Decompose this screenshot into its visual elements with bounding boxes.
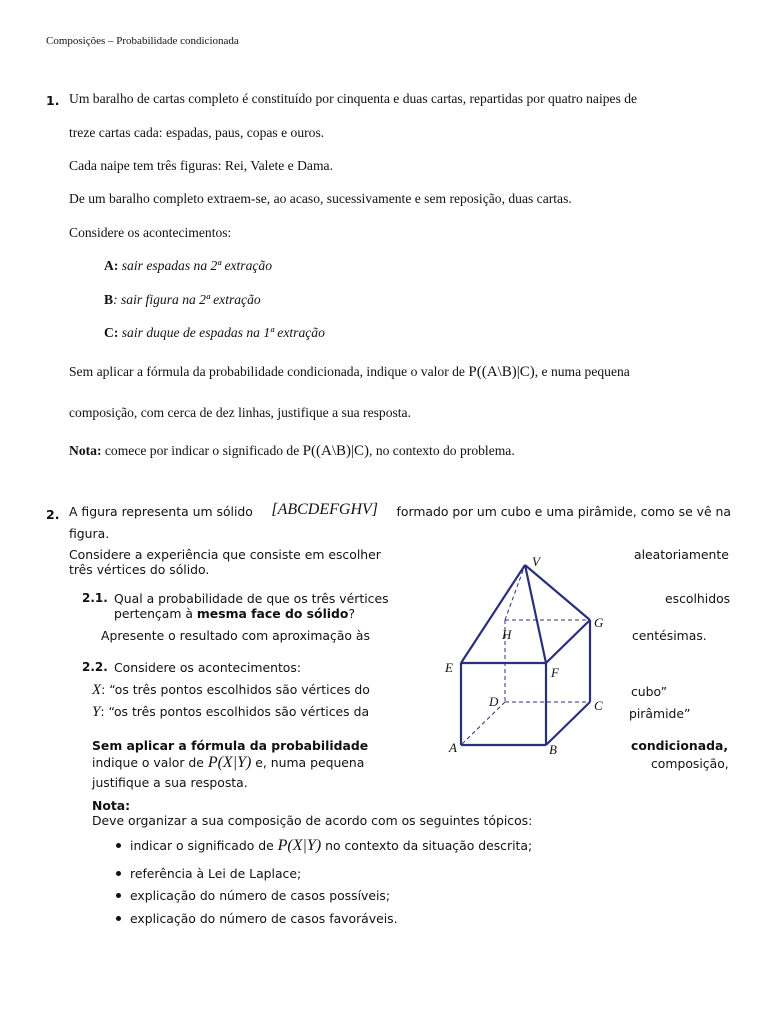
q2-intro-line (69, 501, 731, 519)
event-x-var: X (92, 682, 102, 698)
bullet-3-text: explicação do número de casos possíveis; (130, 888, 391, 903)
vertex-label-f: F (551, 665, 559, 680)
event-a (104, 258, 272, 274)
s1-line-2-c: ? (348, 606, 356, 621)
q1-note-label: Nota: (69, 443, 102, 458)
bold-instruction-right: condicionada, (631, 738, 729, 753)
q2-exp-right: aleatoriamente (634, 547, 729, 562)
event-c-text: sair duque de espadas na 1ª extração (121, 325, 325, 340)
q2-note-label: Nota: (92, 798, 131, 813)
event-a-label: A: (104, 258, 119, 273)
event-a-text: sair espadas na 2ª extração (121, 258, 273, 273)
event-y (92, 704, 369, 721)
bullet-dot-icon (116, 871, 121, 876)
q1-line-5: Considere os acontecimentos: (69, 225, 232, 240)
event-b-label: B (104, 292, 114, 307)
q1-question-text-b: , e numa pequena (534, 364, 630, 379)
q1-line-4: De um baralho completo extraem-se, ao acaso, sucessivamente e sem reposição, duas cartas. (69, 191, 572, 206)
q2-intro-b: formado por um cubo e uma pirâmide, como se vê na (396, 504, 731, 519)
bullet-item-4 (116, 911, 398, 926)
q1-question-line-2: composição, com cerca de dez linhas, justifique a sua resposta. (69, 405, 411, 420)
indique-a: indique o valor de (92, 755, 204, 770)
edge-da (461, 702, 505, 745)
q1-note (69, 443, 515, 460)
s1-line-3-right: centésimas. (632, 628, 707, 643)
q1-line-3: Cada naipe tem três figuras: Rei, Valete e Dama. (69, 158, 333, 173)
bullet-4-text: explicação do número de casos favoráveis. (130, 911, 398, 926)
formula-p-x-y-bullet: P(X|Y) (277, 837, 322, 854)
solid-figure (430, 545, 630, 760)
q1-note-text-a: comece por indicar o significado de (104, 443, 300, 458)
bullet-1-suffix: no contexto da situação descrita; (325, 838, 533, 853)
q1-note-text-b: , no contexto do problema. (369, 443, 515, 458)
bullet-dot-icon (116, 843, 121, 848)
s1-line-2 (114, 606, 355, 621)
q2-intro-line-2: figura. (69, 526, 110, 541)
q2-note-text: Deve organizar a sua composição de acordo com os seguintes tópicos: (92, 813, 533, 828)
bold-instruction-left: Sem aplicar a fórmula da probabilidade (92, 738, 369, 753)
q2-exp-line-2: três vértices do sólido. (69, 562, 210, 577)
event-x (92, 682, 370, 699)
bullet-item-3 (116, 888, 390, 903)
sub-question-2-2-number: 2.2. (82, 660, 108, 674)
s1-line-3-left: Apresente o resultado com aproximação às (101, 628, 370, 643)
indique-b: e, numa pequena (255, 755, 365, 770)
event-y-var: Y (92, 704, 101, 720)
question-2-number: 2. (46, 507, 60, 522)
bullet-1-text: indicar o significado de (130, 838, 274, 853)
formula-p-ab-c: P((A\B)|C) (468, 364, 535, 380)
bullet-item-2 (116, 866, 301, 881)
vertex-label-e: E (445, 660, 453, 675)
question-1-number: 1. (46, 93, 60, 108)
s1-line-2-b: mesma face do sólido (196, 606, 349, 621)
event-b (104, 292, 261, 308)
q1-line-1: Um baralho de cartas completo é constituído por cinquenta e duas cartas, repartidas por quatro naipes de (69, 91, 638, 106)
formula-p-ab-c-note: P((A\B)|C) (302, 443, 370, 459)
vertex-label-v: V (532, 554, 540, 569)
indique-line (92, 754, 364, 772)
bullet-2-text: referência à Lei de Laplace; (130, 866, 302, 881)
vertex-label-b: B (549, 742, 557, 757)
event-c (104, 325, 325, 341)
figure-hidden-edges (461, 565, 590, 745)
figure-visible-edges (461, 565, 590, 745)
vertex-label-a: A (449, 740, 457, 755)
s1-line-2-a: pertençam à (114, 606, 193, 621)
event-c-label: C: (104, 325, 119, 340)
event-y-text: : “os três pontos escolhidos são vértices da (100, 704, 370, 719)
q1-question-text-a: Sem aplicar a fórmula da probabilidade condicionada, indique o valor de (69, 364, 465, 379)
event-x-right: cubo” (631, 684, 668, 699)
indique-right: composição, (651, 756, 729, 771)
event-y-right: pirâmide” (629, 706, 691, 721)
edge-ve (461, 565, 525, 663)
event-b-text: : sair figura na 2ª extração (113, 292, 261, 307)
s1-right: escolhidos (665, 591, 731, 606)
q1-question-line (69, 364, 731, 381)
event-x-text: : “os três pontos escolhidos são vértices do (101, 682, 370, 697)
vertex-label-c: C (594, 698, 603, 713)
q2-exp-left: Considere a experiência que consiste em escolher (69, 547, 381, 562)
formula-p-x-y: P(X|Y) (207, 754, 252, 771)
bullet-item-1 (116, 837, 532, 855)
bullet-dot-icon (116, 916, 121, 921)
edge-bc (546, 702, 590, 745)
edge-fg (546, 620, 590, 663)
q1-line-2: treze cartas cada: espadas, paus, copas e ouros. (69, 125, 325, 140)
s1-left: Qual a probabilidade de que os três vértices (114, 591, 389, 606)
vertex-label-h: H (502, 627, 512, 642)
page-header: Composições – Probabilidade condicionada (46, 35, 239, 47)
bullet-dot-icon (116, 893, 121, 898)
solid-name: [ABCDEFGHV] (271, 501, 379, 518)
s2-intro: Considere os acontecimentos: (114, 660, 302, 675)
vertex-label-g: G (594, 615, 604, 630)
justifique-line: justifique a sua resposta. (92, 775, 248, 790)
vertex-label-d: D (489, 694, 499, 709)
q2-intro-a: A figura representa um sólido (69, 504, 253, 519)
sub-question-2-1-number: 2.1. (82, 591, 108, 605)
